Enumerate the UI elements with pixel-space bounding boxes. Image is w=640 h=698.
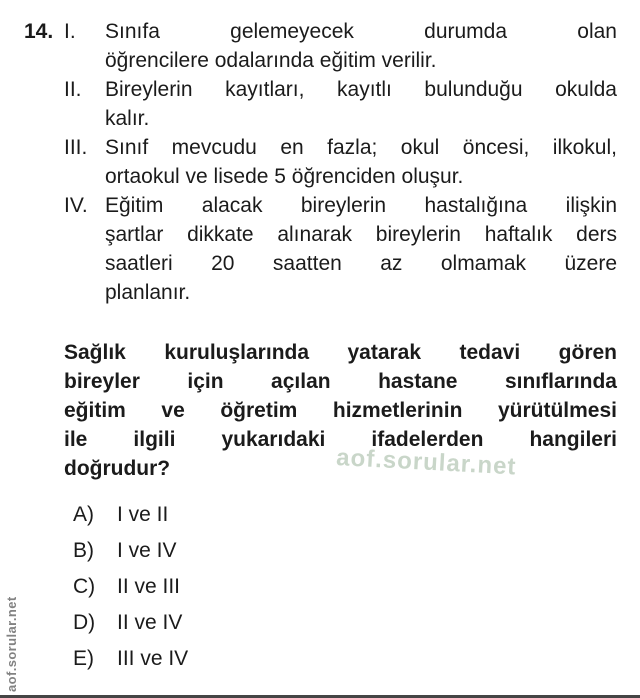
option-c[interactable] xyxy=(64,569,617,605)
statement-item xyxy=(64,133,617,191)
option-e[interactable] xyxy=(64,641,617,677)
option-text: II ve III xyxy=(117,575,181,598)
statements-list xyxy=(64,17,617,307)
statement-numeral: II. xyxy=(64,78,82,101)
option-text: III ve IV xyxy=(117,647,189,670)
statement-numeral: III. xyxy=(64,136,88,159)
question-stem-line: doğrudur? xyxy=(64,457,171,480)
option-letter: B) xyxy=(73,539,94,562)
statement-line: kalır. xyxy=(105,107,150,130)
statement-line: Sınıf mevcudu en fazla; okul öncesi, ilkokul, xyxy=(105,136,617,159)
statement-lines xyxy=(105,191,617,307)
option-letter: A) xyxy=(73,503,94,526)
option-letter: E) xyxy=(73,647,94,670)
option-text: I ve II xyxy=(117,503,169,526)
question-stem xyxy=(64,338,617,483)
statement-item xyxy=(64,75,617,133)
option-letter: C) xyxy=(73,575,96,598)
option-a[interactable] xyxy=(64,497,617,533)
statement-line: Bireylerin kayıtları, kayıtlı bulunduğu okulda xyxy=(105,78,617,101)
statement-numeral: IV. xyxy=(64,194,88,217)
statement-line: öğrencilere odalarında eğitim verilir. xyxy=(105,49,437,72)
statement-line: ortaokul ve lisede 5 öğrenciden oluşur. xyxy=(105,165,464,188)
statement-line: şartlar dikkate alınarak bireylerin haftalık ders xyxy=(105,223,617,246)
question-body xyxy=(64,17,617,677)
option-d[interactable] xyxy=(64,605,617,641)
option-letter: D) xyxy=(73,611,96,634)
statement-line: saatleri 20 saatten az olmamak üzere xyxy=(105,252,617,275)
statement-lines xyxy=(105,75,617,133)
option-text: I ve IV xyxy=(117,539,177,562)
question-stem-line: eğitim ve öğretim hizmetlerinin yürütülmesi xyxy=(64,399,617,422)
option-b[interactable] xyxy=(64,533,617,569)
question-stem-line: ile ilgili yukarıdaki ifadelerden hangileri xyxy=(64,428,617,451)
statement-numeral: I. xyxy=(64,20,76,43)
watermark-center: aof.sorular.net xyxy=(335,444,518,481)
question-stem-line: Sağlık kuruluşlarında yatarak tedavi gören xyxy=(64,341,617,364)
statement-lines xyxy=(105,17,617,75)
statement-line: Sınıfa gelemeyecek durumda olan xyxy=(105,20,617,43)
statement-line: Eğitim alacak bireylerin hastalığına ilişkin xyxy=(105,194,617,217)
statement-lines xyxy=(105,133,617,191)
question-block xyxy=(24,17,617,677)
watermark-side: aof.sorular.net xyxy=(4,596,19,692)
question-stem-line: bireyler için açılan hastane sınıflarında xyxy=(64,370,617,393)
statement-item xyxy=(64,191,617,307)
options-list xyxy=(64,497,617,677)
question-number: 14. xyxy=(24,20,54,43)
option-text: II ve IV xyxy=(117,611,183,634)
statement-item xyxy=(64,17,617,75)
statement-line: planlanır. xyxy=(105,281,191,304)
